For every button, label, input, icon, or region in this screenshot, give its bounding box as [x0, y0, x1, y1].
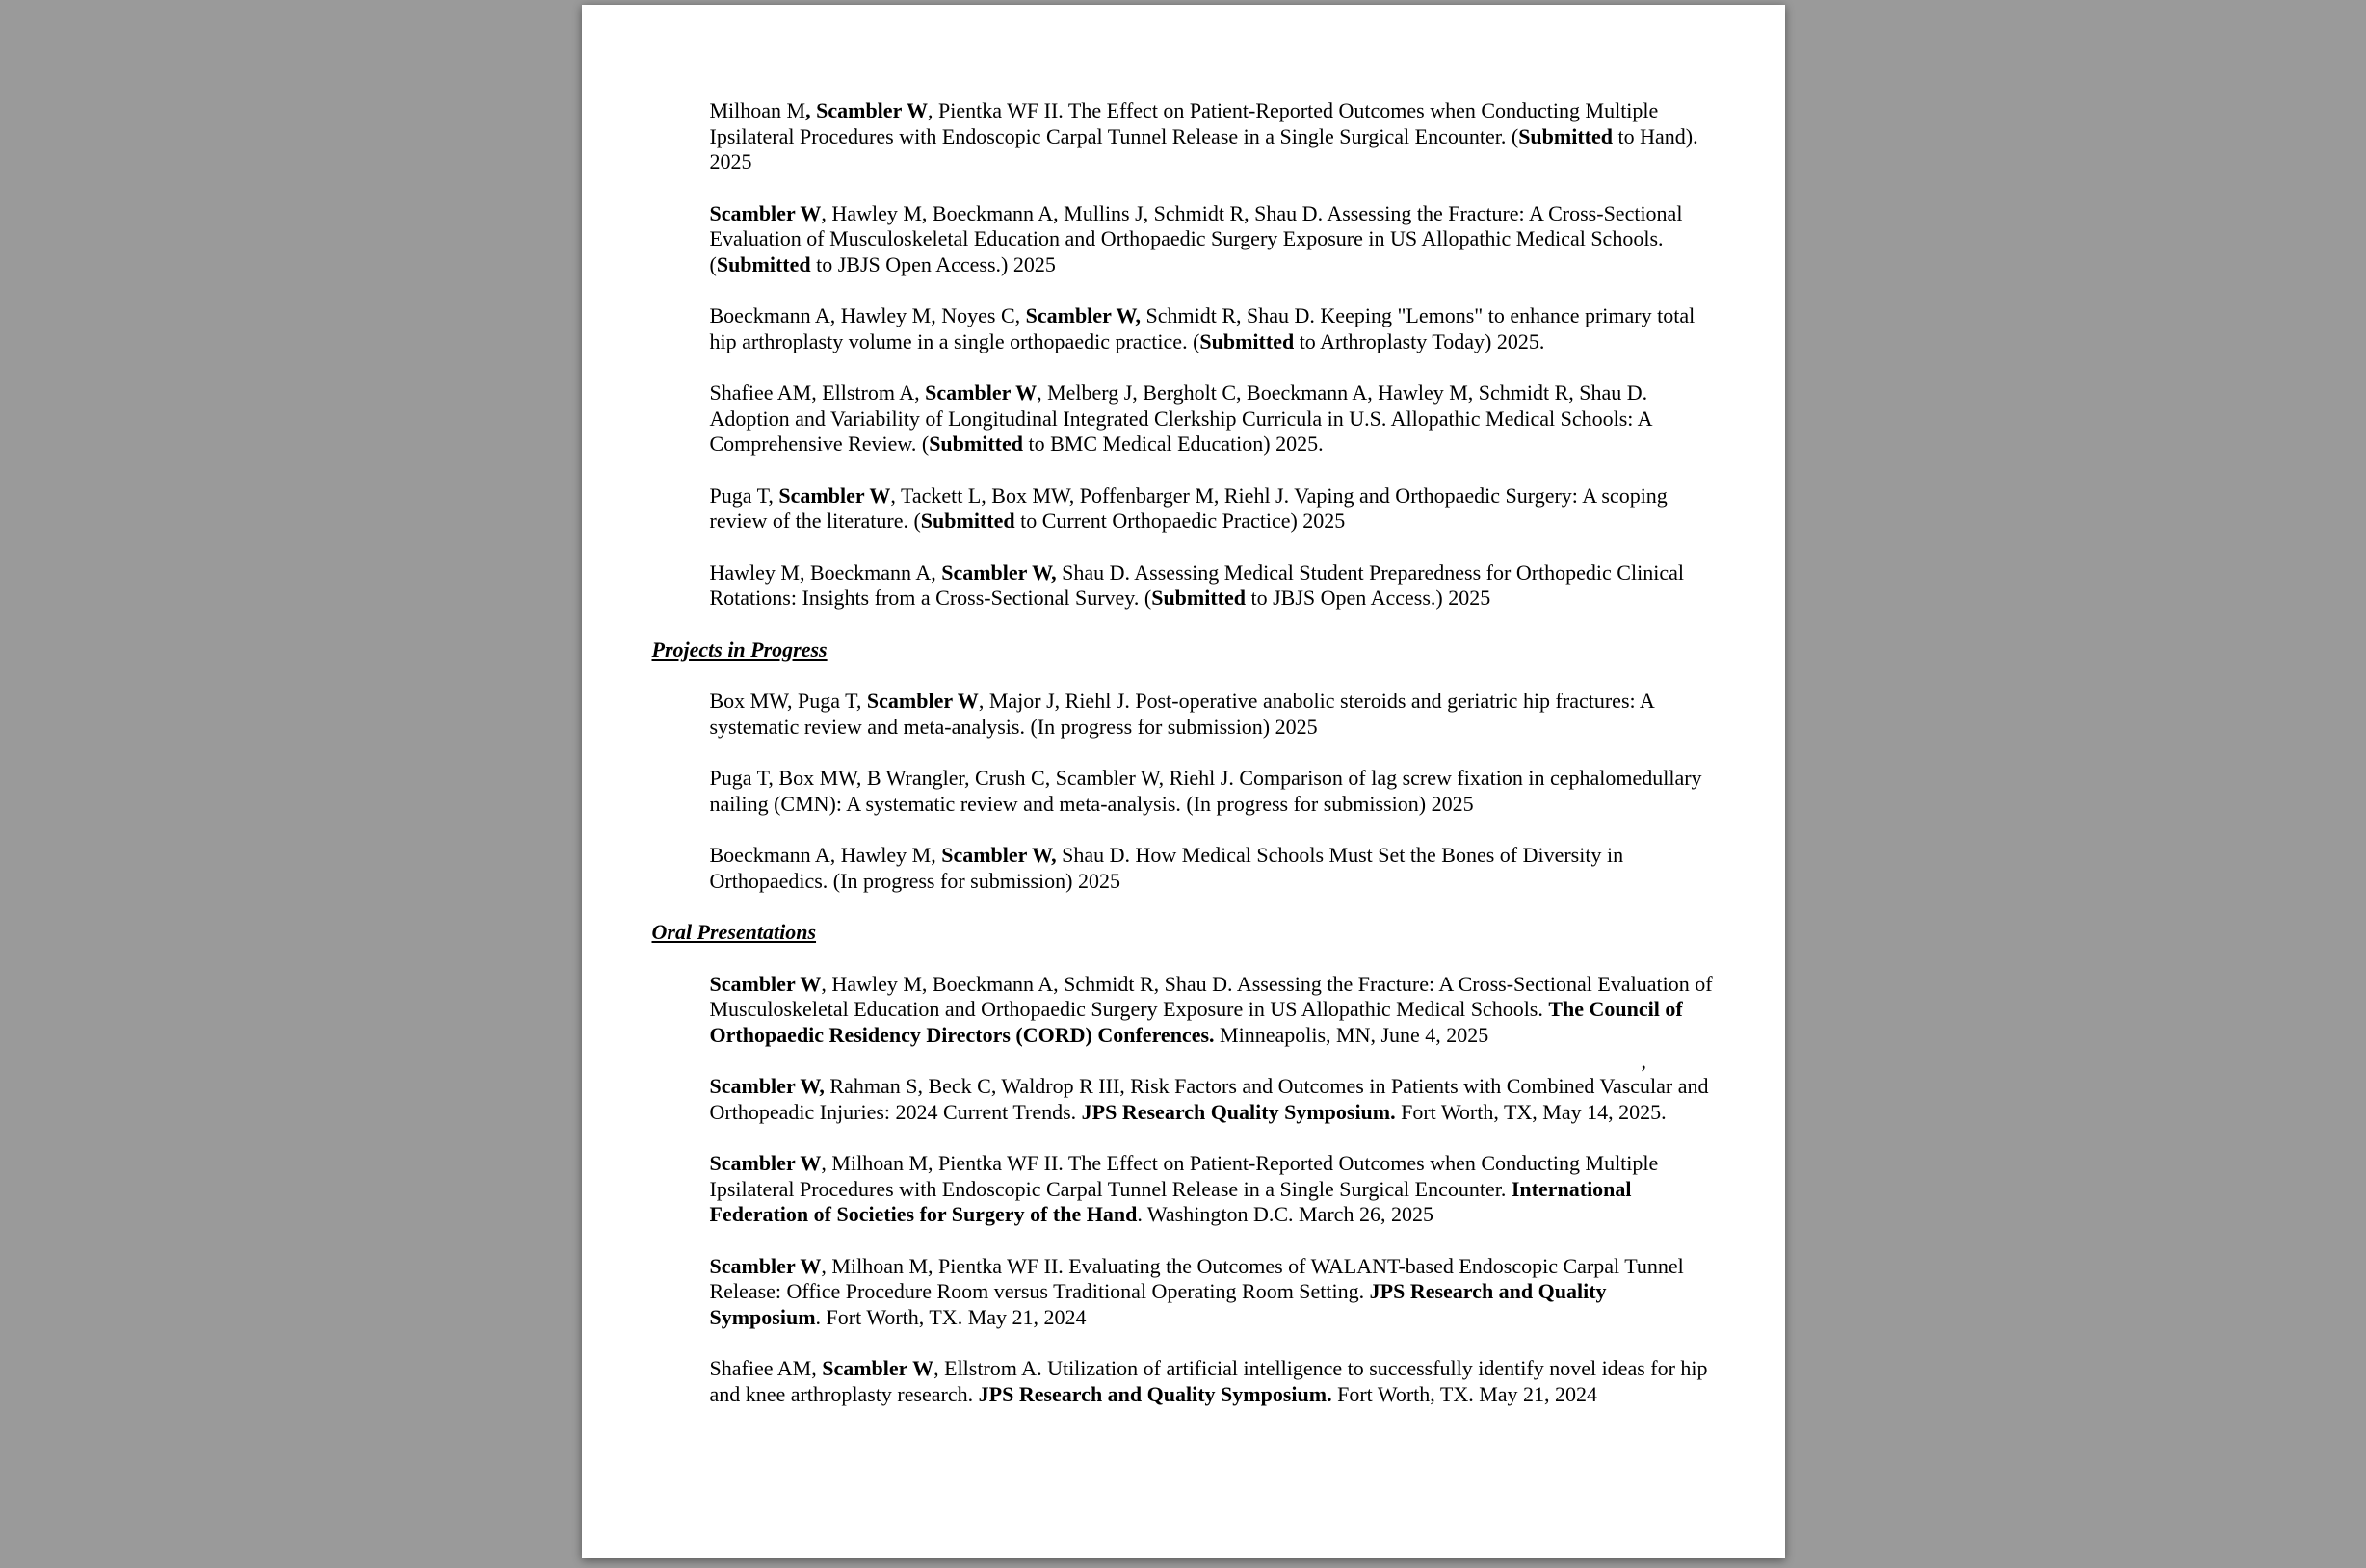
citation-bold-segment: Scambler W,: [941, 843, 1057, 867]
citation-text-segment: Puga T, Box MW, B Wrangler, Crush C, Scambler W, Riehl J. Comparison of lag screw fixation in cephalomedullary nailing (CMN): A systematic review and meta-analysis. (In progress for submission) 2025: [709, 766, 1702, 816]
citation-text-segment: , Hawley M, Boeckmann A, Mullins J, Schmidt R, Shau D. Assessing the Fracture: A Cross-Sectional Evaluation of Musculoskeletal Education and Orthopaedic Surgery Exposure in US Allopathic Medical Schools. (: [709, 200, 1683, 276]
citation-text-segment: , Tackett L, Box MW, Poffenbarger M, Riehl J. Vaping and Orthopaedic Surgery: A scoping review of the literature. (: [709, 483, 1668, 533]
section: [652, 98, 1722, 612]
citation-text-segment: , Hawley M, Boeckmann A, Schmidt R, Shau D. Assessing the Fracture: A Cross-Sectional Evaluation of Musculoskeletal Education and Orthopaedic Surgery Exposure in US Allopathic Medical Schools.: [709, 971, 1713, 1021]
citation-bold-segment: Scambler W: [925, 380, 1038, 405]
citation-text-segment: Rahman S, Beck C, Waldrop R III, Risk Factors and Outcomes in Patients with Combined Vascular and Orthopeadic Injuries: 2024 Current Trends.: [709, 1074, 1709, 1124]
citation-text-segment: Milhoan M: [709, 98, 806, 122]
citation-text-segment: Minneapolis, MN, June 4, 2025: [1214, 1022, 1489, 1047]
citation: [710, 380, 1717, 457]
citation: [710, 561, 1717, 612]
citation-bold-segment: Submitted: [920, 509, 1015, 533]
citation-bold-segment: JPS Research and Quality Symposium: [709, 1279, 1607, 1329]
section-heading: Oral Presentations: [651, 920, 817, 944]
citation-bold-segment: Submitted: [929, 431, 1023, 456]
citation-bold-segment: Scambler W,: [941, 560, 1057, 585]
citation-bold-segment: Scambler W: [866, 689, 979, 713]
citation-text-segment: , Pientka WF II. The Effect on Patient-Reported Outcomes when Conducting Multiple Ipsilateral Procedures with Endoscopic Carpal Tunnel Release in a Single Surgical Encounter. (: [709, 98, 1659, 148]
citation-bold-segment: Scambler W,: [709, 1074, 825, 1098]
citation: [710, 303, 1717, 354]
citation-text-segment: to Hand). 2025: [709, 123, 1698, 173]
citation: [710, 98, 1717, 175]
citation: [710, 1356, 1717, 1407]
citation-bold-segment: Scambler W: [709, 971, 822, 996]
citation-text-segment: , Milhoan M, Pientka WF II. Evaluating the Outcomes of WALANT-based Endoscopic Carpal Tunnel Release: Office Procedure Room versus Traditional Operating Room Setting.: [709, 1253, 1684, 1303]
viewer-background: [0, 5, 2366, 1568]
citation: [710, 972, 1717, 1049]
citation-text-segment: to Arthroplasty Today) 2025.: [1294, 328, 1545, 353]
citation-text-segment: Fort Worth, TX, May 14, 2025.: [1395, 1099, 1667, 1124]
citation-text-segment: Box MW, Puga T,: [709, 689, 867, 713]
citation: [710, 843, 1717, 894]
citation-text-segment: to JBJS Open Access.) 2025: [810, 251, 1056, 276]
citation-bold-segment: International Federation of Societies for Surgery of the Hand: [709, 1176, 1632, 1226]
citation: [710, 483, 1717, 535]
citation: [710, 689, 1717, 740]
citation-text-segment: Shau D. How Medical Schools Must Set the Bones of Diversity in Orthopaedics. (In progress for submission) 2025: [709, 843, 1624, 893]
citation-text-segment: Fort Worth, TX. May 21, 2024: [1331, 1381, 1598, 1406]
citation-text-segment: Boeckmann A, Hawley M, Noyes C,: [709, 303, 1026, 327]
citation-bold-segment: JPS Research Quality Symposium.: [1081, 1099, 1396, 1124]
citation-text-segment: Schmidt R, Shau D. Keeping "Lemons" to enhance primary total hip arthroplasty volume in a single orthopaedic practice. (: [709, 303, 1696, 353]
citation-bold-segment: Scambler W: [709, 200, 822, 225]
citation-text-segment: to JBJS Open Access.) 2025: [1246, 586, 1491, 610]
citation-text-segment: . Fort Worth, TX. May 21, 2024: [815, 1304, 1087, 1329]
citation-bold-segment: Scambler W: [709, 1151, 822, 1175]
citation-text-segment: to BMC Medical Education) 2025.: [1022, 431, 1324, 456]
citation-text-segment: , Milhoan M, Pientka WF II. The Effect on Patient-Reported Outcomes when Conducting Multiple Ipsilateral Procedures with Endoscopic Carpal Tunnel Release in a Single Surgical Encounter.: [709, 1151, 1659, 1201]
citation: [710, 1074, 1717, 1125]
section: [652, 920, 1722, 1407]
citation-bold-segment: Submitted: [1151, 586, 1246, 610]
citation-bold-segment: Submitted: [716, 251, 811, 276]
citation-text-segment: Shafiee AM, Ellstrom A,: [709, 380, 926, 405]
section-heading: Projects in Progress: [651, 637, 828, 662]
citation-text-segment: , Major J, Riehl J. Post-operative anabolic steroids and geriatric hip fractures: A systematic review and meta-analysis. (In progress for submission) 2025: [709, 689, 1654, 739]
citation: [710, 766, 1717, 817]
citation: [710, 201, 1717, 278]
document-page: [582, 5, 1785, 1558]
citation-bold-segment: Scambler W: [709, 1253, 822, 1278]
citation: [710, 1151, 1717, 1228]
citation-bold-segment: , Scambler W: [805, 98, 929, 122]
citation-text-segment: Hawley M, Boeckmann A,: [709, 560, 942, 585]
citation-text-segment: Shau D. Assessing Medical Student Preparedness for Orthopedic Clinical Rotations: Insights from a Cross-Sectional Survey. (: [709, 560, 1684, 610]
citation-text-segment: . Washington D.C. March 26, 2025: [1137, 1202, 1433, 1226]
citation-bold-segment: Scambler W: [778, 483, 891, 508]
citation-bold-segment: Submitted: [1518, 123, 1613, 148]
citation-text-segment: Boeckmann A, Hawley M,: [709, 843, 942, 867]
citation-text-segment: Shafiee AM,: [709, 1356, 823, 1380]
citation-bold-segment: Scambler W: [822, 1356, 934, 1380]
citation-bold-segment: Submitted: [1199, 328, 1295, 353]
stray-comma-line: ,: [1641, 1049, 1646, 1073]
citation-text-segment: to Current Orthopaedic Practice) 2025: [1014, 509, 1346, 533]
citation: [710, 1254, 1717, 1331]
citation-text-segment: , Ellstrom A. Utilization of artificial intelligence to successfully identify novel ideas for hip and knee arthroplasty research.: [709, 1356, 1708, 1406]
citation-text-segment: Puga T,: [709, 483, 779, 508]
citation-bold-segment: JPS Research and Quality Symposium.: [978, 1381, 1332, 1406]
citation-bold-segment: Scambler W,: [1025, 303, 1142, 327]
citation-bold-segment: The Council of Orthopaedic Residency Directors (CORD) Conferences.: [709, 997, 1683, 1047]
section: [652, 638, 1722, 895]
citation-text-segment: , Melberg J, Bergholt C, Boeckmann A, Hawley M, Schmidt R, Shau D. Adoption and Variability of Longitudinal Integrated Clerkship Curricula in U.S. Allopathic Medical Schools: A Comprehensive Review. (: [709, 380, 1652, 456]
